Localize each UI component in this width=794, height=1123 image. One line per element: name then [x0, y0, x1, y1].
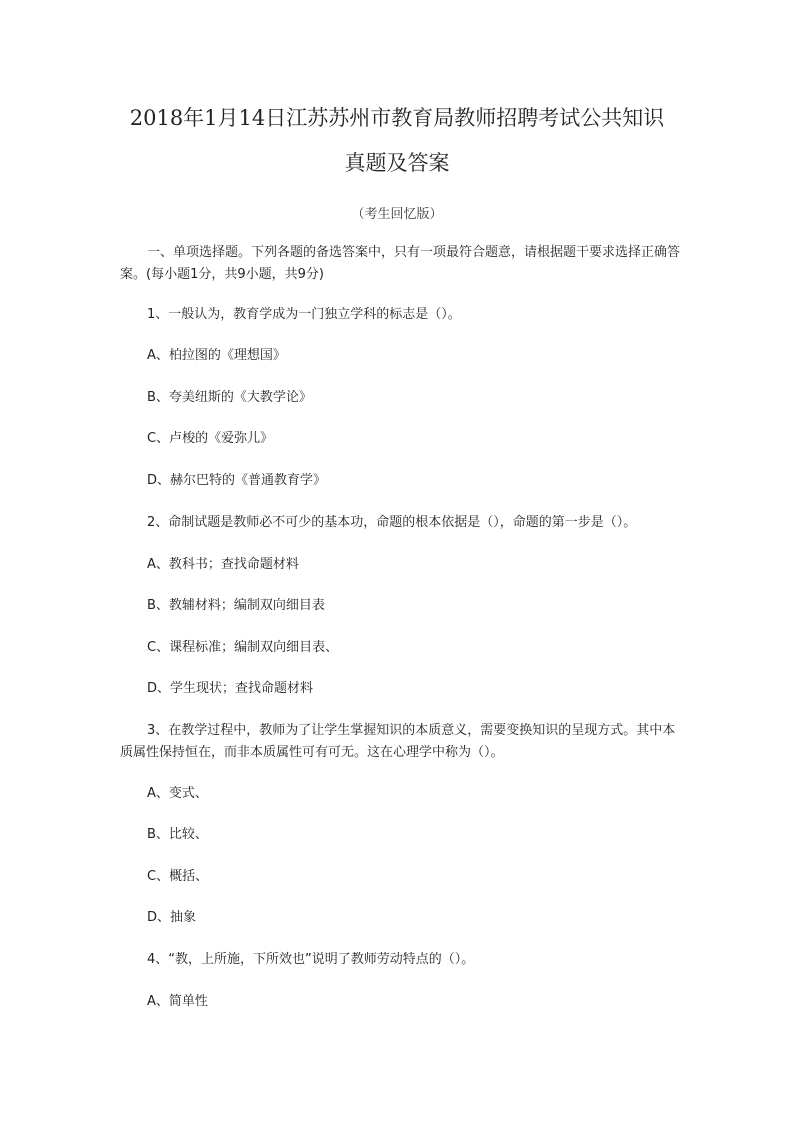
question-1-option-b: B、夸美纽斯的《大教学论》: [147, 390, 312, 405]
question-3-option-a: A、变式、: [147, 786, 208, 801]
document-title-line-2: 真题及答案: [344, 151, 450, 175]
question-2-option-b: B、教辅材料；编制双向细目表: [147, 598, 325, 613]
question-1-option-d: D、赫尔巴特的《普通教育学》: [147, 473, 327, 488]
question-4-option-a: A、简单性: [147, 994, 208, 1009]
question-4-stem: 4、“教，上所施，下所效也”说明了教师劳动特点的（）。: [147, 952, 475, 967]
question-3-stem: 3、在教学过程中，教师为了让学生掌握知识的本质意义，需要变换知识的呈现方式。其中本质属性保持恒在，而非本质属性可有可无。这在心理学中称为（）。: [120, 723, 676, 760]
question-2-stem: 2、命制试题是教师必不可少的基本功，命题的根本依据是（），命题的第一步是（）。: [147, 515, 637, 530]
question-2-option-c: C、课程标准；编制双向细目表、: [147, 640, 339, 655]
question-1-option-c: C、卢梭的《爱弥儿》: [147, 431, 274, 446]
document-subtitle: （考生回忆版）: [351, 207, 443, 222]
question-2-option-a: A、教科书；查找命题材料: [147, 557, 299, 572]
document-title-line-1: 2018年1月14日江苏苏州市教育局教师招聘考试公共知识: [129, 106, 665, 130]
question-3-option-c: C、概括、: [147, 869, 209, 884]
question-3-option-d: D、抽象: [147, 910, 197, 925]
question-1-stem: 1、一般认为，教育学成为一门独立学科的标志是（）。: [147, 307, 461, 322]
section-intro: 一、单项选择题。下列各题的备选答案中，只有一项最符合题意，请根据题干要求选择正确答案。(每小题1分，共9小题，共9分): [120, 245, 681, 282]
question-1-option-a: A、柏拉图的《理想国》: [147, 348, 286, 363]
question-3-option-b: B、比较、: [147, 827, 208, 842]
question-2-option-d: D、学生现状；查找命题材料: [147, 681, 314, 696]
